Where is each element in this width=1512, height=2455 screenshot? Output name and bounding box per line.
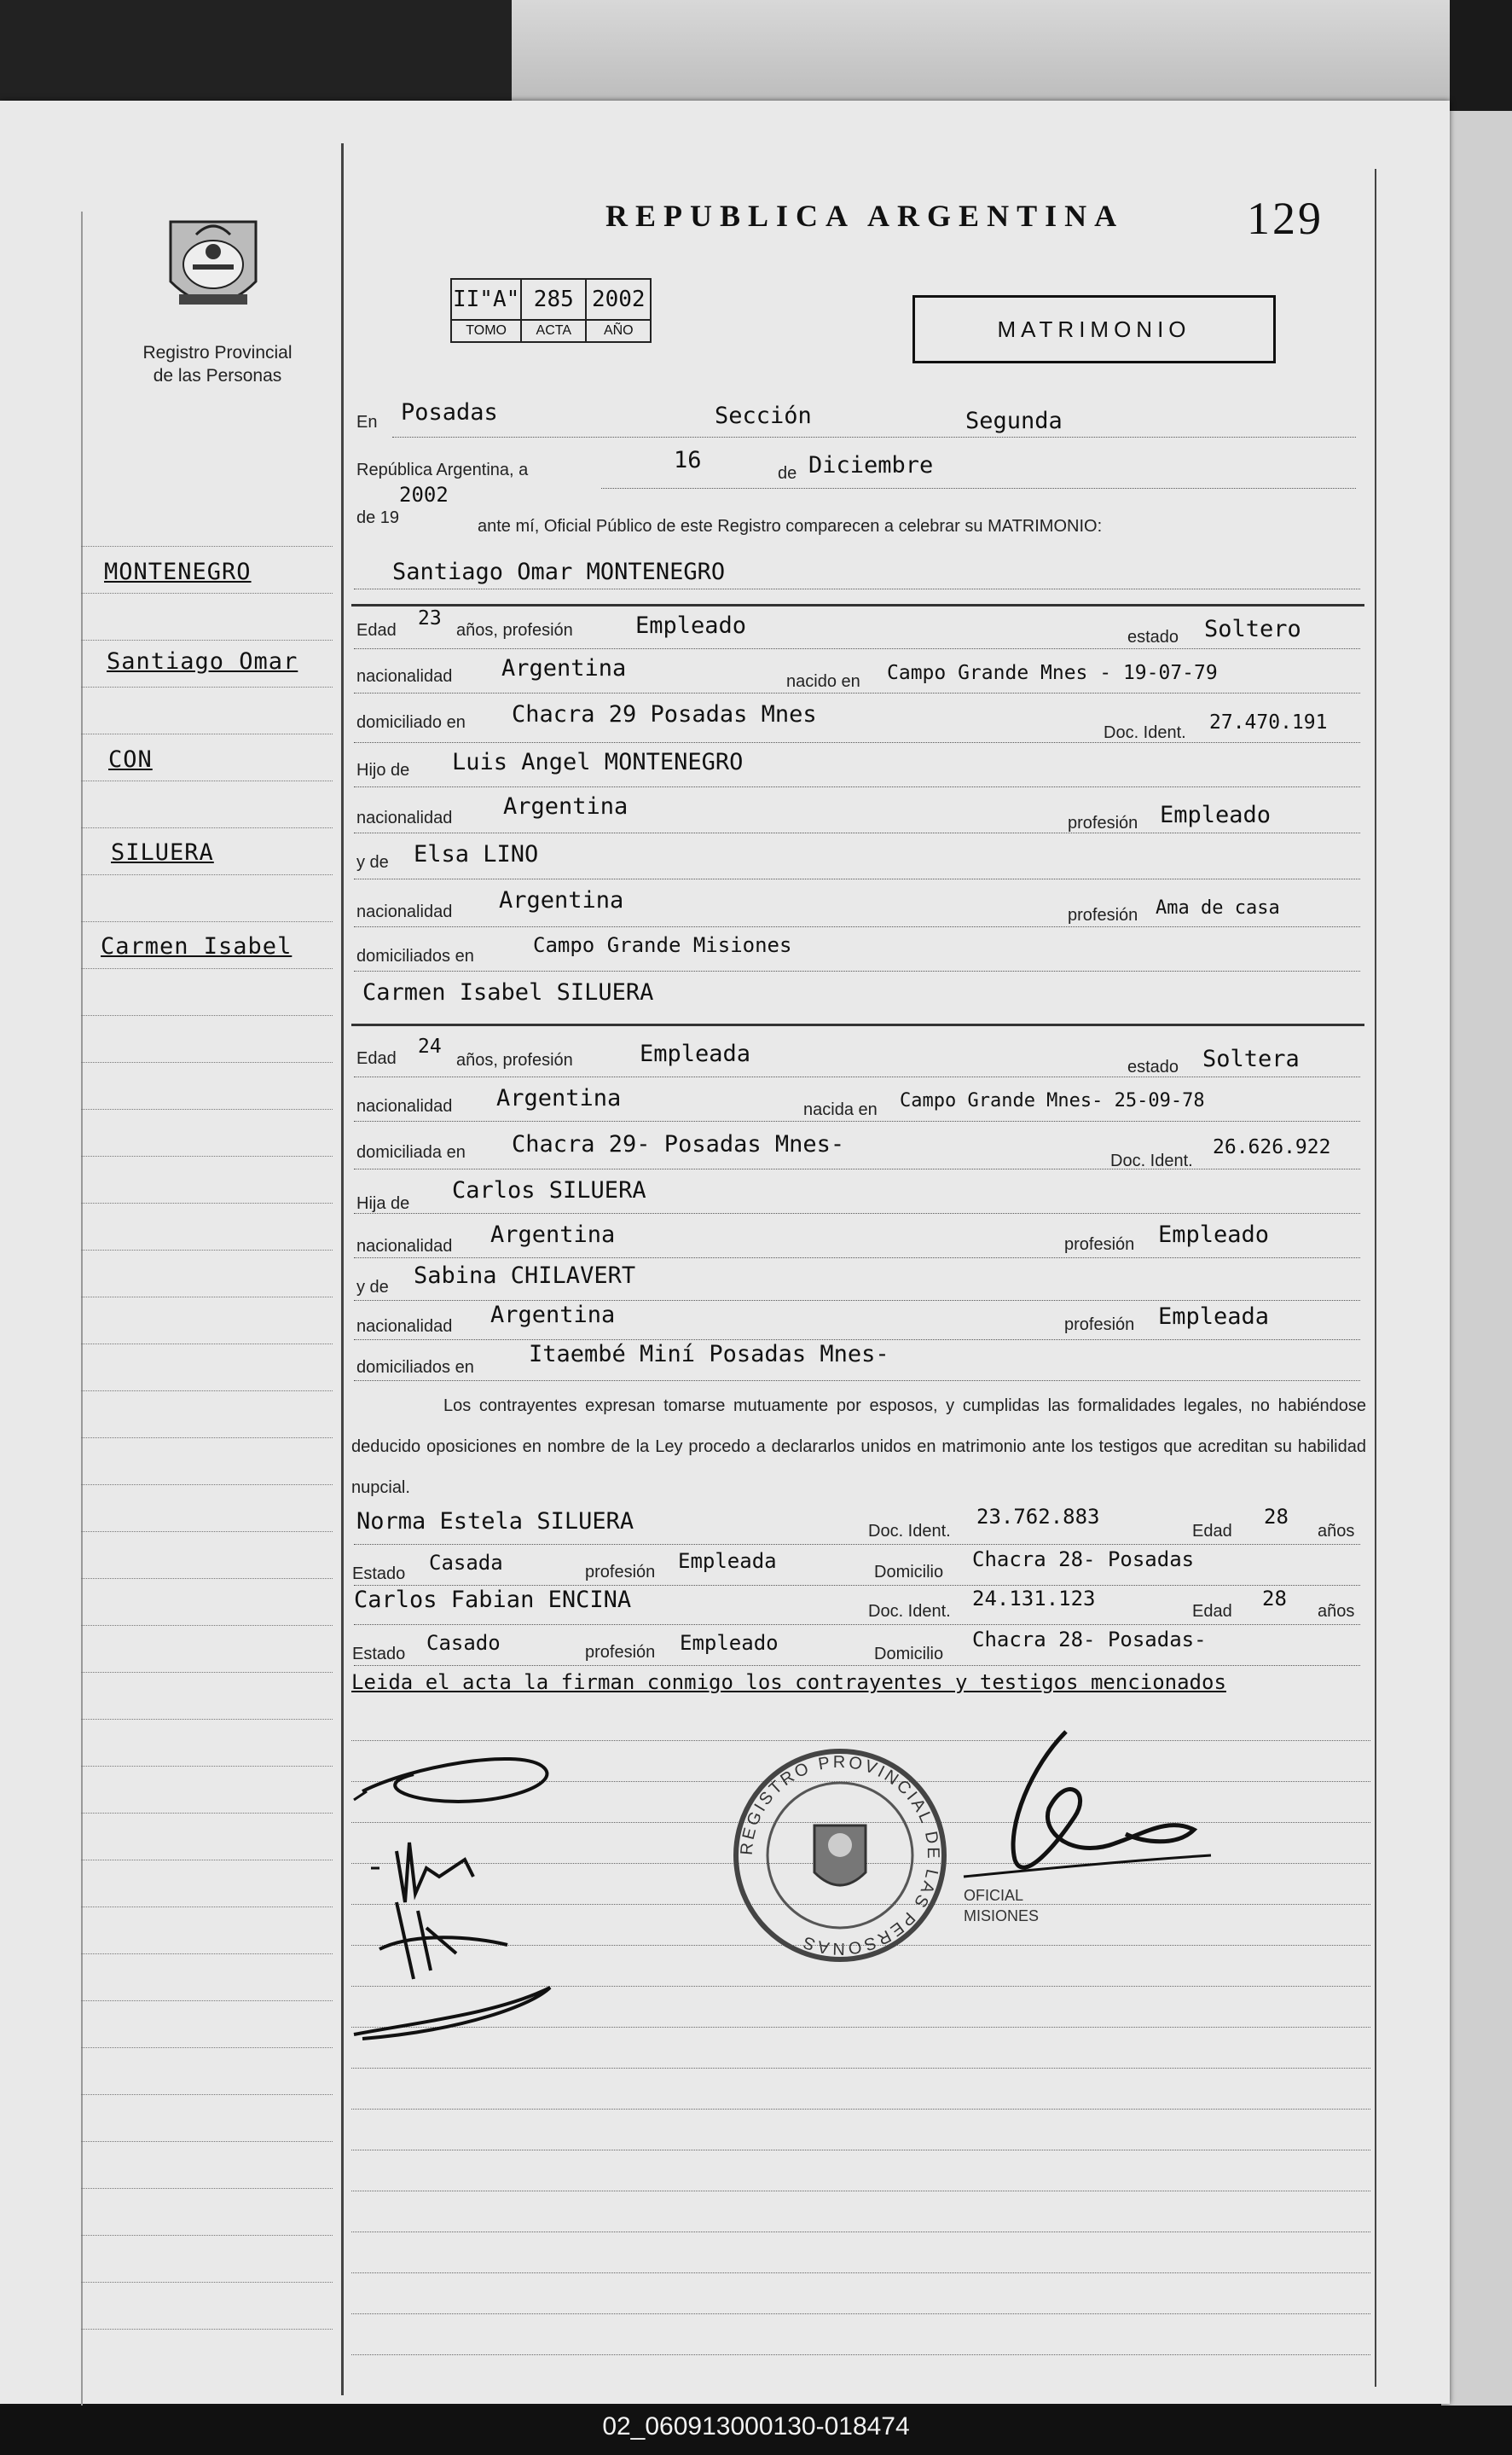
sidebar-rule	[81, 546, 333, 547]
rule	[354, 742, 1360, 743]
stamp-caption: OFICIAL MISIONES	[964, 1887, 1040, 1924]
register-page	[0, 101, 1450, 2404]
witness-2-doc: 24.131.123	[972, 1587, 1096, 1611]
rule	[354, 1121, 1360, 1122]
groom-father-profession: Empleado	[1160, 802, 1272, 828]
sidebar-rule	[81, 1719, 333, 1720]
label: y de	[356, 853, 389, 872]
sidebar-rule	[81, 1390, 333, 1391]
label: nacionalidad	[356, 1317, 453, 1336]
sidebar-rule	[81, 1813, 333, 1814]
page-number: 129	[1247, 193, 1324, 244]
sidebar-rule	[81, 1109, 333, 1110]
label: y de	[356, 1278, 389, 1297]
label: domiciliada en	[356, 1143, 466, 1162]
sidebar-surname: MONTENEGRO	[104, 559, 252, 585]
declaration-text: Los contrayentes expresan tomarse mutuamente por esposos, y cumplidas las formalidades legales, no habiéndose deducido oposiciones en nombre de la Ley procedo a declararlos unidos en matrimonio ante los testigos que acreditan su habilidad nupcial.	[351, 1396, 1366, 1497]
bride-name: Carmen Isabel SILUERA	[362, 979, 654, 1006]
label: Estado	[352, 1645, 406, 1663]
bride-nationality: Argentina	[496, 1085, 622, 1111]
rule	[354, 1624, 1360, 1625]
sidebar-rule	[81, 874, 333, 875]
sidebar-given-name: Santiago Omar	[107, 648, 298, 675]
label: Doc. Ident.	[1104, 723, 1186, 742]
rule	[354, 1585, 1360, 1586]
signatures-icon	[345, 1732, 627, 2056]
witness-2-name: Carlos Fabian ENCINA	[354, 1587, 632, 1613]
label: Doc. Ident.	[868, 1602, 951, 1621]
label: estado	[1127, 628, 1179, 647]
label: Doc. Ident.	[1110, 1152, 1193, 1170]
label: Doc. Ident.	[868, 1522, 951, 1541]
groom-nationality: Argentina	[501, 655, 627, 682]
witness-2-age: 28	[1262, 1587, 1287, 1611]
blank-rule	[351, 2068, 1370, 2069]
label: estado	[1127, 1058, 1179, 1077]
de-label: de	[778, 464, 797, 483]
sidebar-rule	[81, 1531, 333, 1532]
registry-label: Registro Provincial de las Personas	[142, 343, 293, 386]
groom-father-nationality: Argentina	[503, 793, 629, 820]
sidebar-rule	[81, 1578, 333, 1579]
sidebar-rule	[81, 2188, 333, 2189]
section-value: Segunda	[965, 408, 1063, 434]
witness-1-name: Norma Estela SILUERA	[356, 1508, 634, 1535]
label: Domicilio	[874, 1645, 944, 1663]
groom-profession: Empleado	[635, 612, 747, 639]
witness-1-age: 28	[1264, 1505, 1289, 1529]
groom-mother-profession: Ama de casa	[1156, 897, 1280, 919]
groom-age: 23	[418, 607, 442, 630]
year-prefix-label: de 19	[356, 508, 400, 527]
label: Edad	[1192, 1522, 1232, 1541]
sidebar-rule	[81, 2047, 333, 2048]
page-title: REPUBLICA ARGENTINA	[605, 199, 1125, 233]
acta-value: 285	[521, 279, 586, 320]
left-margin-rule	[81, 212, 83, 2412]
sidebar-rule	[81, 2141, 333, 2142]
sidebar-rule	[81, 1437, 333, 1438]
sidebar-rule	[81, 640, 333, 641]
rule	[354, 1665, 1360, 1666]
label: años	[1318, 1522, 1355, 1541]
groom-mother-nationality: Argentina	[499, 887, 624, 914]
ante-text: ante mí, Oficial Público de este Registro comparecen a celebrar su MATRIMONIO:	[478, 517, 1103, 536]
acta-label: ACTA	[521, 320, 586, 342]
rule	[354, 971, 1360, 972]
label: profesión	[585, 1563, 656, 1582]
sidebar-rule	[81, 687, 333, 688]
rule	[354, 926, 1360, 927]
sidebar-rule	[81, 2235, 333, 2236]
label: nacionalidad	[356, 1097, 453, 1116]
rule	[354, 1300, 1360, 1301]
sidebar-rule	[81, 1953, 333, 1954]
sidebar-rule	[81, 1015, 333, 1016]
label: profesión	[1064, 1315, 1135, 1334]
sidebar-rule	[81, 1766, 333, 1767]
rule	[601, 488, 1356, 489]
label: nacida en	[803, 1100, 878, 1119]
groom-parents-address: Campo Grande Misiones	[533, 933, 792, 957]
right-margin-rule	[1375, 169, 1376, 2387]
tomo-label: TOMO	[451, 320, 521, 342]
stamp-text: REGISTRO PROVINCIAL DE LAS PERSONAS	[737, 1752, 943, 1959]
sidebar-rule	[81, 2282, 333, 2283]
record-type-box: MATRIMONIO	[912, 295, 1276, 363]
witness-2-address: Chacra 28- Posadas-	[972, 1628, 1207, 1651]
label: domiciliado en	[356, 713, 466, 732]
section-label: Sección	[715, 403, 812, 429]
label: nacido en	[786, 672, 860, 691]
sidebar-rule	[81, 2094, 333, 2095]
sidebar-rule	[81, 1625, 333, 1626]
groom-doc: 27.470.191	[1209, 711, 1328, 734]
sidebar-conjunction: CON	[108, 746, 153, 773]
label: domiciliados en	[356, 947, 474, 966]
bride-doc: 26.626.922	[1213, 1136, 1331, 1158]
label: Hijo de	[356, 761, 410, 780]
label: Estado	[352, 1564, 406, 1583]
page-edge-right	[1441, 111, 1512, 2414]
rule	[354, 648, 1360, 649]
record-id-table	[450, 278, 652, 343]
bride-mother: Sabina CHILAVERT	[414, 1262, 636, 1289]
blank-rule	[351, 2272, 1370, 2273]
bride-mother-nationality: Argentina	[490, 1302, 616, 1328]
bride-mother-profession: Empleada	[1158, 1303, 1270, 1330]
bride-profession: Empleada	[640, 1041, 751, 1067]
witness-1-status: Casada	[429, 1551, 503, 1575]
en-label: En	[356, 413, 378, 432]
label: años	[1318, 1602, 1355, 1621]
rule	[354, 1213, 1360, 1214]
label: nacionalidad	[356, 667, 453, 686]
witness-2-status: Casado	[426, 1631, 501, 1655]
rule	[354, 1544, 1360, 1545]
registry-crest-icon	[162, 213, 264, 324]
sidebar-bride-surname: SILUERA	[111, 839, 214, 866]
sidebar-rule	[81, 968, 333, 969]
ano-value: 2002	[586, 279, 651, 320]
day-value: 16	[674, 447, 702, 473]
groom-birthplace: Campo Grande Mnes - 19-07-79	[887, 662, 1218, 684]
witness-1-address: Chacra 28- Posadas	[972, 1547, 1195, 1571]
rule	[354, 693, 1360, 694]
sidebar-rule	[81, 921, 333, 922]
label: Domicilio	[874, 1563, 944, 1582]
sidebar-rule	[81, 1672, 333, 1673]
label: domiciliados en	[356, 1358, 474, 1377]
rule	[354, 1380, 1360, 1381]
bride-address: Chacra 29- Posadas Mnes-	[512, 1131, 845, 1158]
sidebar-rule	[81, 827, 333, 828]
label: Edad	[356, 621, 397, 640]
label: Edad	[356, 1049, 397, 1068]
rule	[354, 1339, 1360, 1340]
sidebar-rule	[81, 1062, 333, 1063]
label: Hija de	[356, 1194, 410, 1213]
scan-caption: 02_060913000130-018474	[602, 2412, 910, 2440]
bride-father-nationality: Argentina	[490, 1222, 616, 1248]
label: nacionalidad	[356, 1237, 453, 1256]
bride-birthplace: Campo Grande Mnes- 25-09-78	[900, 1090, 1205, 1111]
closing-text: Leida el acta la firman conmigo los contrayentes y testigos mencionados	[351, 1670, 1226, 1694]
bride-parents-address: Itaembé Miní Posadas Mnes-	[529, 1341, 889, 1367]
republica-label: República Argentina, a	[356, 461, 529, 479]
ano-label: AÑO	[586, 320, 651, 342]
sidebar-rule	[81, 1156, 333, 1157]
groom-address: Chacra 29 Posadas Mnes	[512, 701, 817, 728]
sidebar-bride-given-name: Carmen Isabel	[101, 933, 293, 960]
sidebar-rule	[81, 1203, 333, 1204]
label: años, profesión	[456, 621, 573, 640]
sidebar-rule	[81, 1484, 333, 1485]
sidebar-rule	[81, 2000, 333, 2001]
groom-name: Santiago Omar MONTENEGRO	[392, 559, 726, 585]
witness-1-doc: 23.762.883	[976, 1505, 1100, 1529]
month-value: Diciembre	[808, 452, 934, 479]
witness-2-profession: Empleado	[680, 1631, 779, 1655]
official-stamp-icon	[729, 1744, 951, 1966]
year-value: 2002	[399, 483, 449, 507]
sidebar-rule	[81, 2329, 333, 2330]
rule	[354, 786, 1360, 787]
blank-rule	[351, 2354, 1370, 2355]
bride-father-profession: Empleado	[1158, 1222, 1270, 1248]
place-value: Posadas	[401, 399, 498, 426]
groom-father: Luis Angel MONTENEGRO	[452, 749, 744, 775]
label: nacionalidad	[356, 809, 453, 827]
sidebar-rule	[81, 1250, 333, 1251]
label: profesión	[1068, 814, 1138, 833]
label: nacionalidad	[356, 902, 453, 921]
blank-rule	[351, 2109, 1370, 2110]
groom-status: Soltero	[1204, 616, 1301, 642]
rule	[392, 437, 1356, 438]
bride-father: Carlos SILUERA	[452, 1177, 646, 1204]
label: profesión	[585, 1643, 656, 1662]
bride-separator	[351, 1024, 1364, 1026]
column-divider	[341, 143, 344, 2395]
rule	[354, 1257, 1360, 1258]
tomo-value: II"A"	[451, 279, 521, 320]
groom-separator	[351, 604, 1364, 606]
label: profesión	[1064, 1235, 1135, 1254]
witness-1-profession: Empleada	[678, 1549, 777, 1573]
label: profesión	[1068, 906, 1138, 925]
label: Edad	[1192, 1602, 1232, 1621]
bride-age: 24	[418, 1036, 442, 1058]
groom-mother: Elsa LINO	[414, 841, 539, 868]
bride-status: Soltera	[1202, 1046, 1300, 1072]
sidebar-rule	[81, 593, 333, 594]
blank-rule	[351, 2313, 1370, 2314]
label: años, profesión	[456, 1051, 573, 1070]
